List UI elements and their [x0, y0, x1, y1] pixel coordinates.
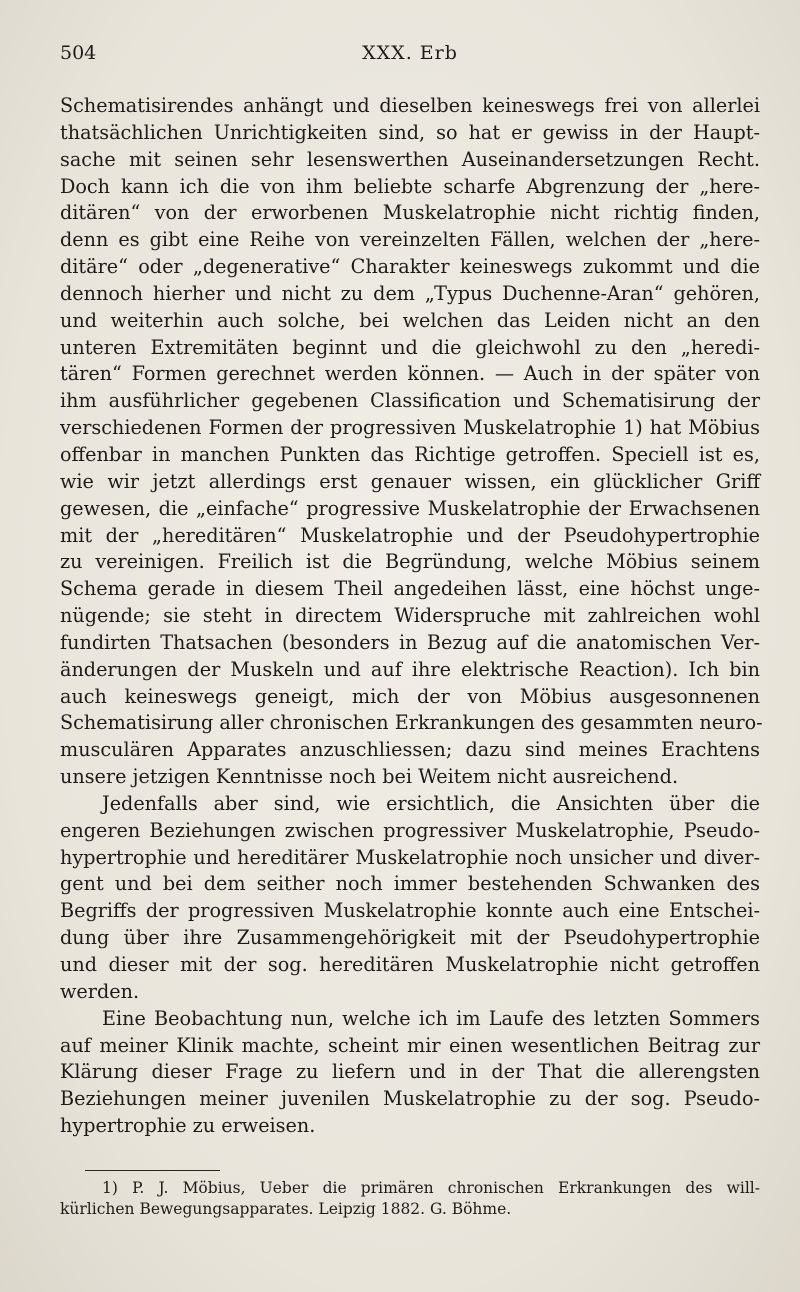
text-line: musculären Apparates anzuschliessen; dazu sind meines Erachtens — [60, 738, 760, 762]
text-line: auf meiner Klinik machte, scheint mir einen wesentlichen Beitrag zur — [60, 1033, 760, 1057]
text-line: verschiedenen Formen der progressiven Muskelatrophie 1) hat Möbius — [60, 416, 760, 440]
text-line: Beziehungen meiner juvenilen Muskelatrophie zu der sog. Pseudo- — [60, 1087, 760, 1111]
text-line: werden. — [60, 979, 140, 1003]
text-line: zu vereinigen. Freilich ist die Begründung, welche Möbius seinem — [60, 550, 760, 574]
text-line: gewesen, die „einfache“ progressive Muskelatrophie der Erwachsenen — [60, 496, 760, 520]
text-line: ditären“ von der erworbenen Muskelatrophie nicht richtig finden, — [60, 201, 760, 225]
body-text — [60, 93, 763, 1140]
page-header — [60, 42, 760, 72]
text-line: und weiterhin auch solche, bei welchen das Leiden nicht an den — [60, 308, 760, 332]
text-line: dung über ihre Zusammengehörigkeit mit der Pseudohypertrophie — [60, 926, 760, 950]
text-line: wie wir jetzt allerdings erst genauer wissen, ein glücklicher Griff — [60, 469, 760, 493]
text-line: engeren Beziehungen zwischen progressiver Muskelatrophie, Pseudo- — [60, 818, 760, 842]
footnote-divider — [85, 1170, 220, 1171]
text-line: denn es gibt eine Reihe von vereinzelten Fällen, welchen der „here- — [60, 228, 760, 252]
text-line: ditäre“ oder „degenerative“ Charakter keineswegs zukommt und die — [60, 255, 760, 279]
text-line: und dieser mit der sog. hereditären Muskelatrophie nicht getroffen — [60, 953, 760, 976]
text-line: sache mit seinen sehr lesenswerthen Auseinandersetzungen Recht. — [60, 147, 760, 171]
text-line: hypertrophie und hereditärer Muskelatrophie noch unsicher und diver- — [60, 845, 760, 869]
text-line: änderungen der Muskeln und auf ihre elektrische Reaction). Ich bin — [60, 657, 760, 681]
text-line: tären“ Formen gerechnet werden können. — Auch in der später von — [60, 362, 760, 386]
text-line: hypertrophie zu erweisen. — [60, 1114, 316, 1138]
text-line: gent und bei dem seither noch immer bestehenden Schwanken des — [60, 872, 760, 896]
footnote-line: kürlichen Bewegungsapparates. Leipzig 1882. G. Böhme. — [60, 1200, 512, 1218]
footnote-line: 1) P. J. Möbius, Ueber die primären chronischen Erkrankungen des will- — [102, 1179, 760, 1197]
text-line: fundirten Thatsachen (besonders in Bezug auf die anatomischen Ver- — [60, 630, 760, 654]
text-line: unsere jetzigen Kenntnisse noch bei Weitem nicht ausreichend. — [60, 765, 679, 789]
text-line: ihm ausführlicher gegebenen Classification und Schematisirung der — [60, 389, 760, 413]
text-line: offenbar in manchen Punkten das Richtige getroffen. Speciell ist es, — [60, 442, 760, 466]
text-line: Schematisirendes anhängt und dieselben keineswegs frei von allerlei — [60, 94, 760, 117]
text-line: mit der „hereditären“ Muskelatrophie und der Pseudohypertrophie — [60, 523, 760, 547]
text-line: nügende; sie steht in directem Widerspruche mit zahlreichen wohl — [60, 604, 760, 628]
running-head: XXX. Erb — [362, 42, 458, 64]
text-line: unteren Extremitäten beginnt und die gleichwohl zu den „heredi- — [60, 335, 760, 359]
page-number: 504 — [60, 42, 97, 64]
text-line: dennoch hierher und nicht zu dem „Typus Duchenne-Aran“ gehören, — [60, 281, 760, 305]
text-line: Doch kann ich die von ihm beliebte scharfe Abgrenzung der „here- — [60, 174, 760, 198]
text-line: thatsächlichen Unrichtigkeiten sind, so hat er gewiss in der Haupt- — [60, 120, 760, 144]
footnotes — [60, 1178, 760, 1220]
text-line: Schematisirung aller chronischen Erkrankungen des gesammten neuro- — [60, 711, 763, 735]
text-line: Eine Beobachtung nun, welche ich im Laufe des letzten Sommers — [102, 1006, 760, 1030]
text-line: Begriffs der progressiven Muskelatrophie konnte auch eine Entschei- — [60, 899, 760, 923]
text-line: Schema gerade in diesem Theil angedeihen lässt, eine höchst unge- — [60, 577, 760, 601]
text-line: Jedenfalls aber sind, wie ersichtlich, die Ansichten über die — [102, 791, 760, 815]
text-line: Klärung dieser Frage zu liefern und in der That die allerengsten — [60, 1060, 760, 1084]
text-line: auch keineswegs geneigt, mich der von Möbius ausgesonnenen — [60, 684, 760, 708]
